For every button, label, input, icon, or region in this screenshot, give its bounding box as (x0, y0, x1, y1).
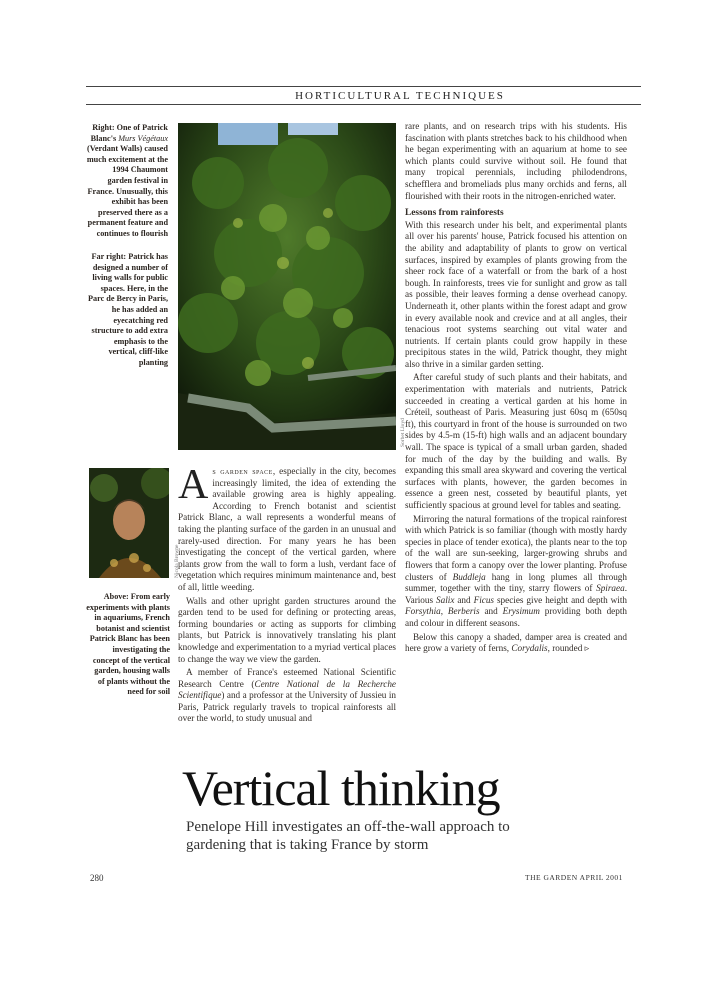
caption-right-rest: (Verdant Walls) caused much excitement at the 1994 Chaumont garden festival in France. Unusually, this exhibit has been preserved there as a permanent feature and continues to flourish (86, 144, 168, 238)
article-column-1 (178, 462, 396, 727)
opening-smallcaps: s garden space, (212, 466, 276, 476)
caption-far-right-text: Far right: Patrick has designed a number of living walls for public spaces. Here, in the Parc de Bercy in Paris, he has added an eyecatching red structure to add extra emphasis to the vertical, cliff-like planting (88, 252, 168, 367)
article-standfirst: Penelope Hill investigates an off-the-wall approach to gardening that is taking France by storm (186, 819, 510, 853)
publication-info: THE GARDEN APRIL 2001 (525, 873, 623, 882)
p5-a: Below this canopy a shaded, damper area is created and here grow a variety of ferns, (405, 631, 627, 654)
caption-right-photo (86, 123, 168, 240)
paragraph-mirroring (405, 514, 627, 630)
portrait-illustration (89, 468, 169, 578)
caption-above-text: Above: From early experiments with plants in aquariums, French botanist and scientist Patrick Blanc has been investigating the concept of the vertical garden, housing walls of plants without the need for soil (86, 592, 170, 697)
paragraph-creteil: After careful study of such plants and their habitats, and experimentation with materials and nutrients, Patrick succeeded in creating a vertical garden at his home in Créteil, southeast of Paris. Measuring just 60sq m (650sq ft), this courtyard in front of the house is surrounded on two sides by 4.5-m (15-ft) high walls and an adjacent boundary wall. The space is typical of a small urban garden, shaded for much of the day by the building and walls. By expanding this small area skyward and covering the vertical surfaces with plants, however, the garden becomes in essence a green nest, cosseted by beautiful plants, yet sufficiently spacious at ground level for tables and seating. (405, 372, 627, 510)
p4-i6: Berberis (447, 606, 480, 617)
p4-b: hang in long plumes all through summer, together with the tiny, starry flowers of (405, 571, 627, 594)
vertical-garden-photo (178, 123, 396, 450)
photo-credit-main: Sorbet Lloyd (400, 418, 406, 447)
p4-e: species give height and depth with (494, 594, 628, 605)
p4-f: , (440, 606, 448, 617)
p4-i4: Ficus (473, 594, 494, 605)
paragraph-continued: rare plants, and on research trips with his students. His fascination with plants stretches back to his childhood when he began experimenting with an aquarium at home to see which plants could survive without soil. He found that many tropical perennials, including philodendrons, schefflera and bromeliads plus many orchids and ferns, all flourished with their roots in the nitrogen-enriched water. (405, 121, 627, 201)
p4-i5: Forsythia (405, 606, 441, 617)
caption-right-lead: Right: One of Patrick Blanc's (90, 123, 168, 143)
p4-d: and (454, 594, 474, 605)
p4-g: and (479, 606, 503, 617)
p4-i7: Erysimum (502, 606, 540, 617)
article-headline: Vertical thinking (182, 760, 500, 816)
p5-i: Corydalis (511, 643, 548, 654)
caption-above-photo (86, 592, 170, 698)
p4-i1: Buddleja (452, 571, 486, 582)
opening-text: especially in the city, becomes increasingly limited, the idea of extending the available growing area is highly appealing. According to French botanist and scientist Patrick Blanc, a wall represents a wonderful means of taking the planting surface of the garden in an unusual and rarely-used direction. For many years he has been investigating the concept of the vertical garden, where plants grow from the wall to form a lush, verdant face of vegetation which requires minimum maintenance and, best of all, little weeding. (178, 466, 396, 592)
article-column-2 (405, 121, 627, 657)
vertical-garden-illustration (178, 123, 396, 450)
p4-i3: Salix (436, 594, 455, 605)
caption-far-right-photo (86, 252, 168, 369)
p4-i2: Spiraea (596, 583, 625, 594)
p3-italic: Centre National de la Recherche Scientifique (178, 678, 396, 701)
opening-paragraph (178, 462, 396, 594)
drop-cap: A (178, 462, 209, 508)
p3-part-a: A member of France's esteemed National Scientific Research Centre ( (178, 667, 396, 689)
paragraph-walls: Walls and other upright garden structures around the garden tend to be used for defining or protecting areas, forming boundaries or acting as supports for climbing plants, but Patrick is innovatively translating his plant knowledge and experimentation to a myriad vertical places to change the way we view the garden. (178, 595, 396, 664)
caption-right-title: Murs Végétaux (118, 133, 168, 143)
p4-a: Mirroring the natural formations of the tropical rainforest with which Patrick is so familiar (though with mostly hardy species in place of tender exotica), the plants near to the top of the wall are sun-seeking, larger-growing shrubs and flowers that form a canopy over the lower planting. Profuse clusters of (405, 513, 627, 582)
paragraph-research-centre (178, 667, 396, 725)
top-rule (86, 86, 641, 87)
p5-b: , rounded ▹ (547, 643, 590, 654)
subhead-rainforests: Lessons from rainforests (405, 208, 504, 219)
patrick-blanc-portrait (89, 468, 169, 578)
photo-credit-small: Nicola Browne (174, 544, 180, 578)
section-rule (86, 104, 641, 105)
paragraph-research: With this research under his belt, and experimental plants all over his parents' house, Patrick focused his attention on the ability and adaptability of plants to grow on vertical surfaces, inspired by examples of plants growing from the sheer rock face of a waterfall or from the bark of a host bough. In rainforests, trees vie for sunlight and grow as tall as possible, their leaves forming a dense overhead canopy. Underneath it, other plants within the forest adapt and grow in every available nook and crevice and at all angles, their tenacious root systems searching out vital water and nutrients. If certain plants could grow happily in these precipitous states in the wild, Patrick thought, they might also thrive in a similar garden setting. (405, 219, 627, 369)
p4-c: . Various (405, 583, 627, 605)
paragraph-canopy (405, 632, 627, 655)
page-number: 280 (90, 873, 104, 883)
p4-h: providing both depth and colour in different seasons. (405, 606, 628, 628)
section-title: HORTICULTURAL TECHNIQUES (295, 90, 505, 102)
p3-part-b: ) and a professor at the University of Jussieu in Paris, Patrick regularly travels to tropical rainforests all over the world, to study unusual and (178, 690, 396, 724)
